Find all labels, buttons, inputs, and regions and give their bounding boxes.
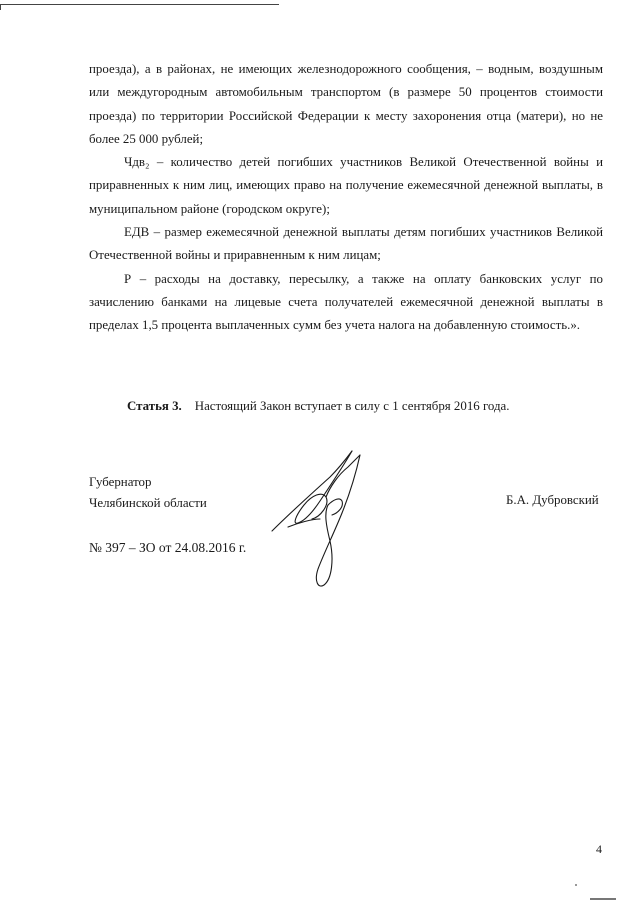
article-text: Настоящий Закон вступает в силу с 1 сентября 2016 года. bbox=[194, 399, 510, 413]
scan-border-tick bbox=[0, 4, 1, 10]
paragraph-children-count: Чдв₂ – количество детей погибших участников Великой Отечественной войны и приравненных к ним лиц, имеющих право на получение ежемесячной денежной выплаты, в муниципальном районе (городском округе); bbox=[89, 155, 603, 216]
scan-speck bbox=[575, 884, 577, 886]
scan-border-line bbox=[0, 4, 279, 5]
paragraph-travel-costs: проезда), а в районах, не имеющих железнодорожного сообщения, – водным, воздушным или междугородным автомобильным транспортом (в размере 50 процентов стоимости проезда) по территории Российской Федерации к месту захоронения отца (матери), но не более 25 000 рублей; bbox=[89, 62, 603, 146]
paragraph-monthly-payment: ЕДВ – размер ежемесячной денежной выплаты детям погибших участников Великой Отечественной войны и приравненным к ним лицам; bbox=[89, 225, 603, 263]
registration-number: № 397 – ЗО от 24.08.2016 г. bbox=[89, 540, 247, 555]
page-number: 4 bbox=[596, 842, 602, 856]
signatory-title bbox=[89, 472, 207, 514]
handwritten-signature bbox=[268, 447, 378, 597]
signatory-title-line2: Челябинской области bbox=[89, 496, 207, 510]
scan-corner-mark bbox=[590, 898, 616, 900]
signatory-title-line1: Губернатор bbox=[89, 475, 152, 489]
signatory-name: Б.А. Дубровский bbox=[506, 493, 599, 507]
article-3 bbox=[127, 399, 509, 414]
article-label: Статья 3. bbox=[127, 399, 182, 413]
law-text-body bbox=[89, 58, 603, 338]
paragraph-delivery-costs: Р – расходы на доставку, пересылку, а также на оплату банковских услуг по зачислению банками на лицевые счета получателей ежемесячной денежной выплаты в пределах 1,5 процента выплаченных сумм без учета налога на добавленную стоимость.». bbox=[89, 271, 603, 333]
